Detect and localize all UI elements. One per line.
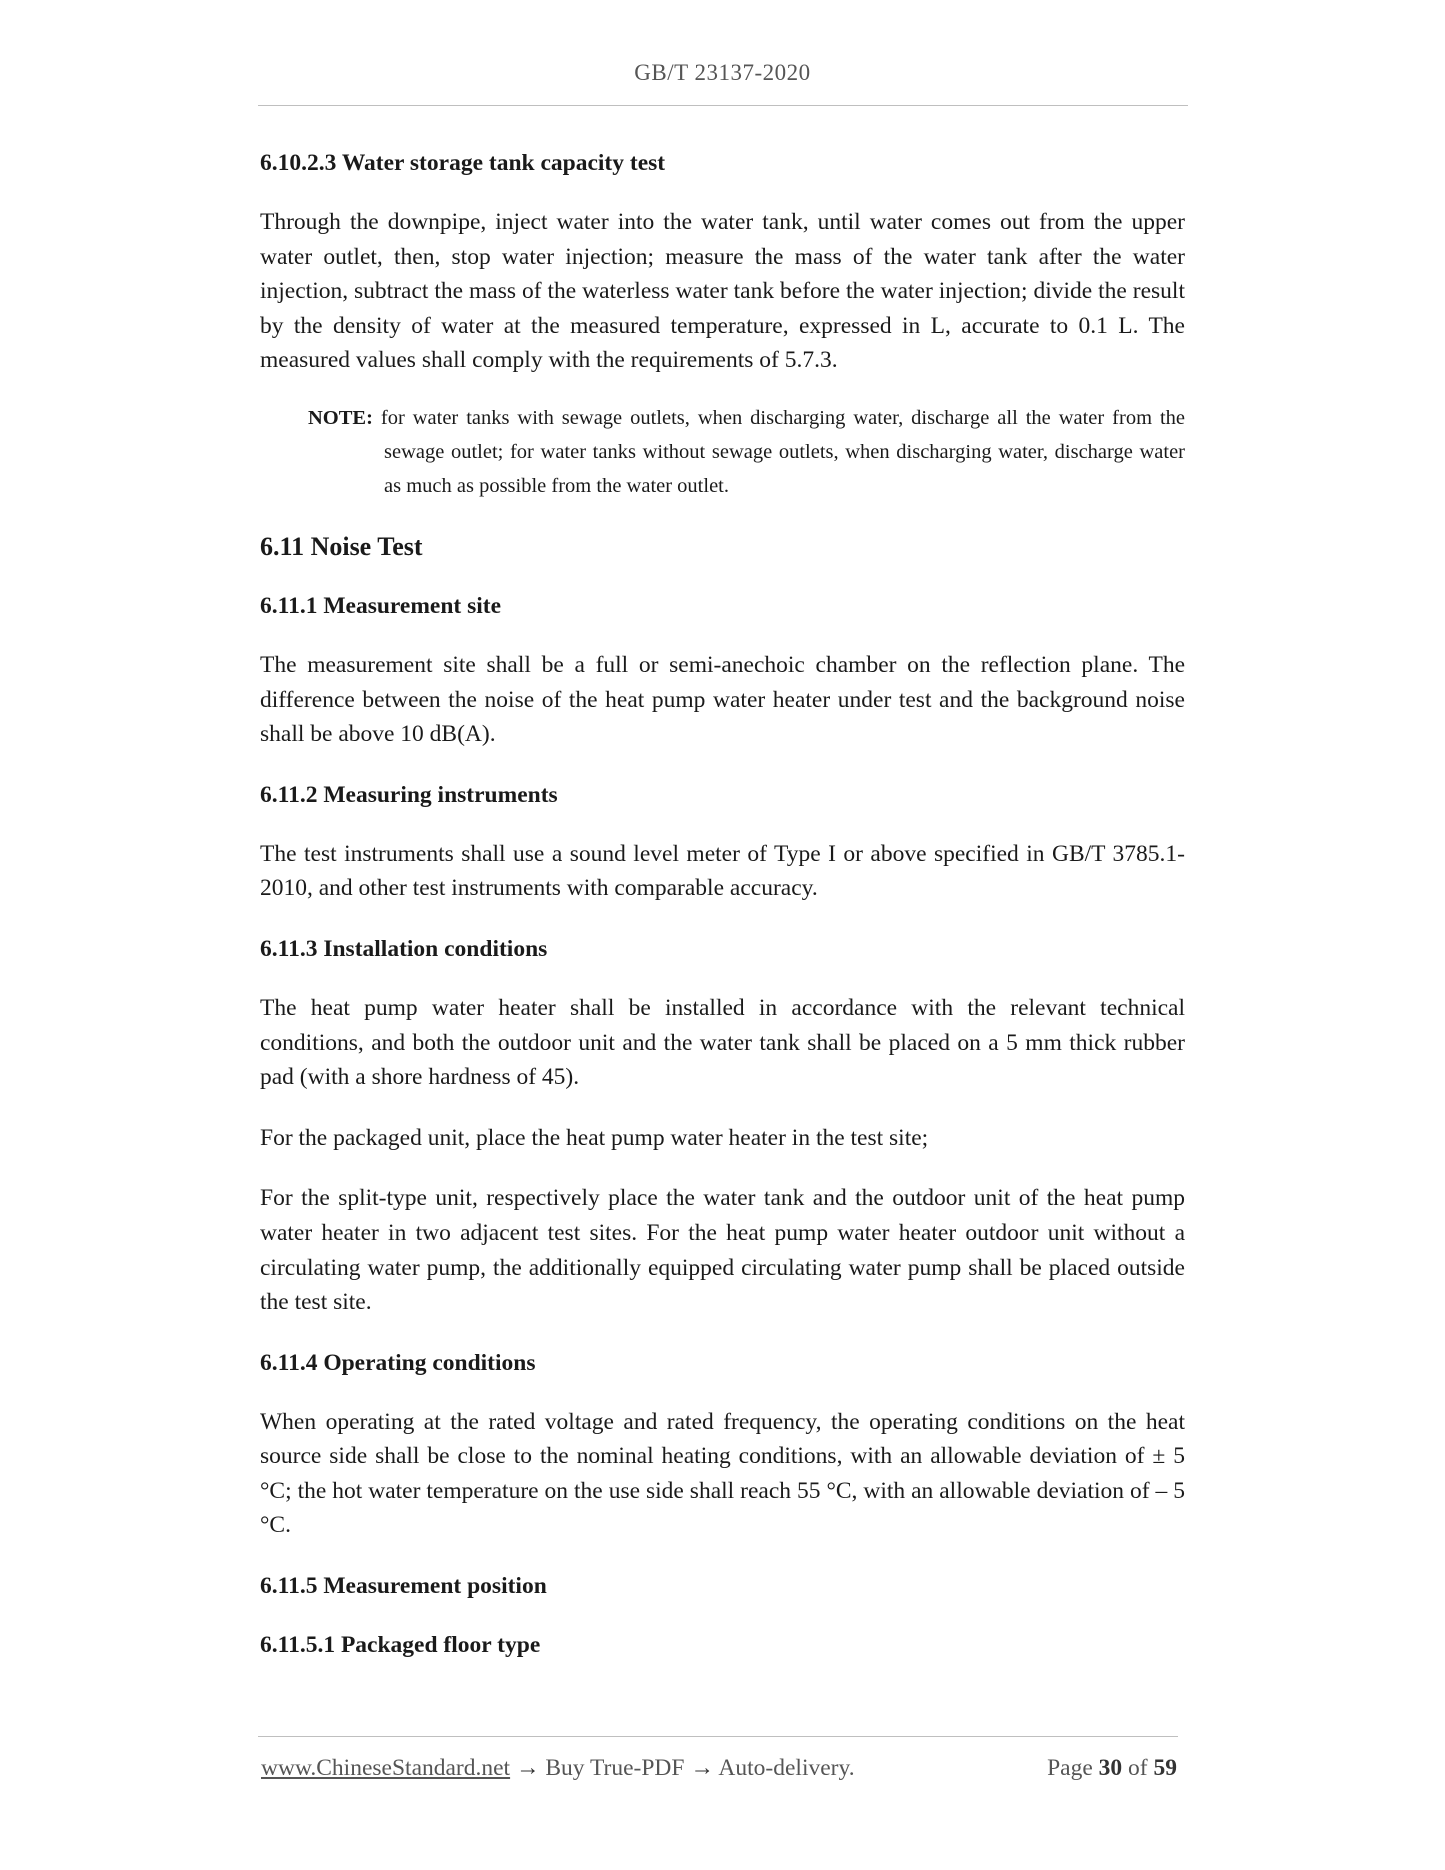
section-6-11-heading: 6.11 Noise Test bbox=[260, 531, 423, 561]
page-of-label: of bbox=[1128, 1755, 1148, 1781]
note-label: NOTE: bbox=[308, 406, 373, 429]
current-page-number: 30 bbox=[1098, 1755, 1123, 1781]
section-6-11-5-heading: 6.11.5 Measurement position bbox=[260, 1573, 547, 1600]
arrow-right-icon: → bbox=[690, 1755, 714, 1781]
section-6-11-3-paragraph-1: The heat pump water heater shall be installed in accordance with the relevant technical conditions, and both the outdoor unit and the water tank shall be placed on a 5 mm thick rubber pad (with a shore hardness of 45). bbox=[260, 994, 1185, 1091]
buy-true-pdf-text: Buy True-PDF bbox=[545, 1755, 685, 1781]
section-6-11-2-heading: 6.11.2 Measuring instruments bbox=[260, 781, 558, 808]
page-label: Page bbox=[1047, 1755, 1093, 1781]
page-content bbox=[260, 146, 1185, 1687]
section-6-11-2-paragraph: The test instruments shall use a sound level meter of Type I or above specified in GB/T 3785.1-2010, and other test instruments with comparable accuracy. bbox=[260, 840, 1185, 902]
document-code-header: GB/T 23137-2020 bbox=[634, 60, 811, 85]
total-page-number: 59 bbox=[1153, 1755, 1177, 1781]
note-block bbox=[308, 401, 1185, 503]
auto-delivery-text: Auto-delivery. bbox=[718, 1755, 855, 1781]
note-text: for water tanks with sewage outlets, when discharging water, discharge all the water from the sewage outlet; for water tanks without sewage outlets, when discharging water, discharge water as much as possible from the water outlet. bbox=[380, 406, 1185, 497]
section-6-11-5-1-heading: 6.11.5.1 Packaged floor type bbox=[260, 1632, 541, 1659]
section-6-11-1-heading: 6.11.1 Measurement site bbox=[260, 592, 502, 619]
section-6-10-2-3-paragraph: Through the downpipe, inject water into the water tank, until water comes out from the upper water outlet, then, stop water injection; measure the mass of the water tank after the water injection, subtract the mass of the waterless water tank before the water injection; divide the result by the density of water at the measured temperature, expressed in L, accurate to 0.1 L. The measured values shall comply with the requirements of 5.7.3. bbox=[260, 209, 1185, 374]
section-6-11-3-paragraph-3: For the split-type unit, respectively place the water tank and the outdoor unit of the heat pump water heater in two adjacent test sites. For the heat pump water heater outdoor unit without a circulating water pump, the additionally equipped circulating water pump shall be placed outside the test site. bbox=[260, 1185, 1185, 1316]
page-indicator bbox=[1047, 1755, 1177, 1782]
page-footer bbox=[261, 1755, 1181, 1782]
website-link[interactable]: www.ChineseStandard.net bbox=[261, 1755, 511, 1781]
section-6-11-3-heading: 6.11.3 Installation conditions bbox=[260, 935, 548, 962]
footer-divider bbox=[258, 1736, 1178, 1737]
section-6-11-3-paragraph-2: For the packaged unit, place the heat pump water heater in the test site; bbox=[260, 1124, 929, 1151]
section-6-11-4-paragraph: When operating at the rated voltage and rated frequency, the operating conditions on the heat source side shall be close to the nominal heating conditions, with an allowable deviation of ± 5 °C; the hot water temperature on the use side shall reach 55 °C, with an allowable deviation of – 5 °C. bbox=[260, 1408, 1185, 1539]
arrow-right-icon: → bbox=[515, 1755, 540, 1781]
header-divider bbox=[258, 105, 1188, 106]
section-6-10-2-3-heading: 6.10.2.3 Water storage tank capacity test bbox=[260, 150, 666, 176]
section-6-11-1-paragraph: The measurement site shall be a full or semi-anechoic chamber on the reflection plane. The difference between the noise of the heat pump water heater under test and the background noise shall be above 10 dB(A). bbox=[260, 651, 1185, 748]
section-6-11-4-heading: 6.11.4 Operating conditions bbox=[260, 1349, 536, 1376]
